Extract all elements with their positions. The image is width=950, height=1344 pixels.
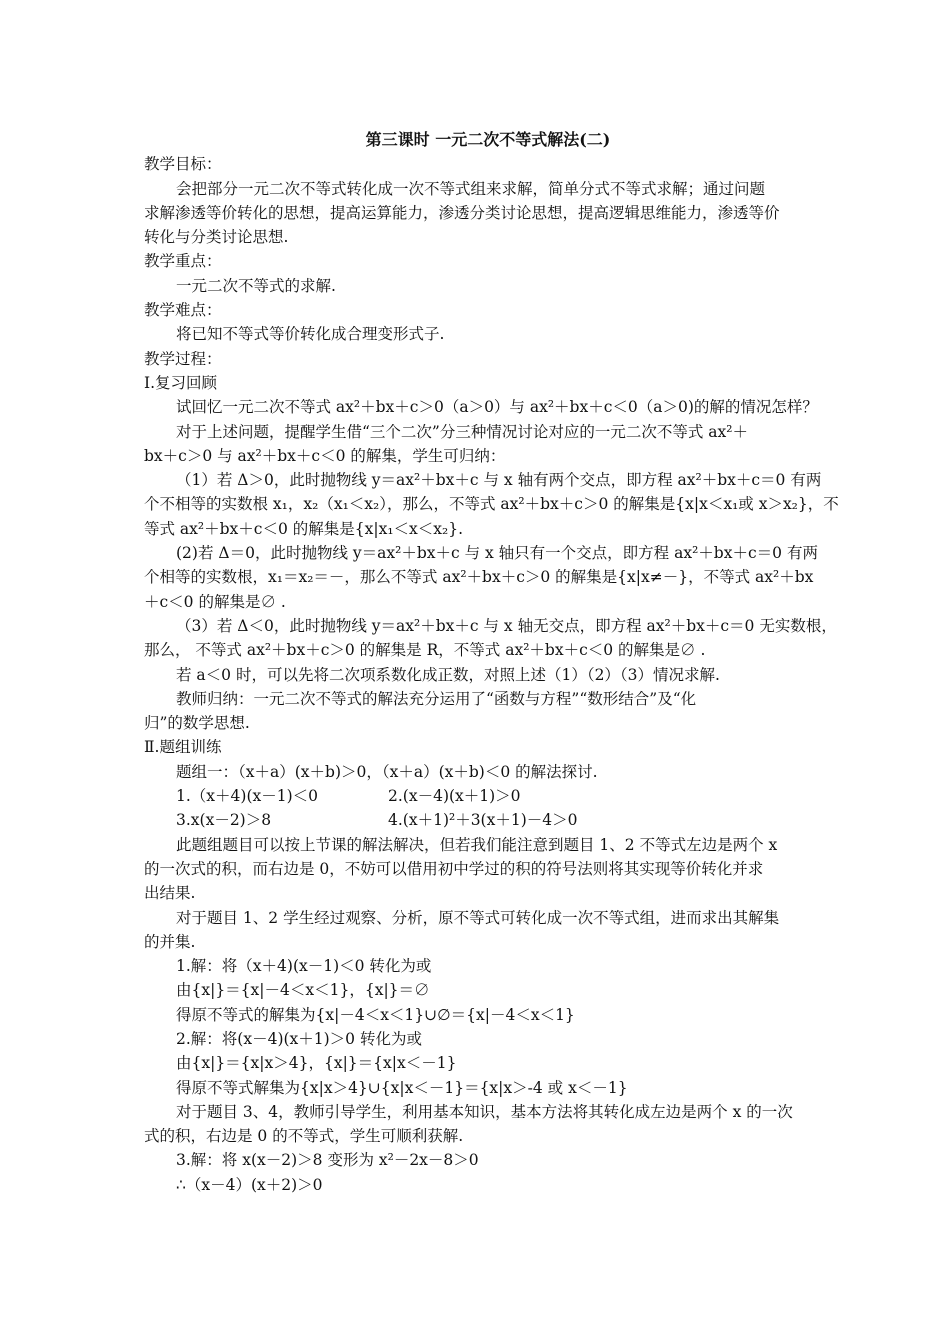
solution-line: 2.解：将(x－4)(x＋1)＞0 转化为或 bbox=[176, 1029, 422, 1048]
text-line: 的并集. bbox=[144, 932, 196, 951]
section-heading: Ⅰ.复习回顾 bbox=[144, 373, 218, 392]
section-heading: Ⅱ.题组训练 bbox=[144, 738, 222, 757]
exercise-item: 2.(x－4)(x＋1)＞0 bbox=[388, 787, 521, 806]
text-line: bx＋c＞0 与 ax²＋bx＋c＜0 的解集，学生可归纳： bbox=[144, 446, 506, 465]
solution-line: 得原不等式的解集为{x|－4＜x＜1}∪∅＝{x|－4＜x＜1} bbox=[176, 1005, 575, 1024]
text-line: 那么， 不等式 ax²＋bx＋c＞0 的解集是 R，不等式 ax²＋bx＋c＜0 的解集是∅ . bbox=[144, 641, 706, 660]
text-line: 对于题目 3、4，教师引导学生，利用基本知识，基本方法将其转化成左边是两个 x 的一次 bbox=[176, 1102, 793, 1121]
text-line: 一元二次不等式的求解. bbox=[176, 276, 336, 295]
text-line: 出结果. bbox=[144, 884, 196, 903]
text-line: 求解渗透等价转化的思想，提高运算能力，渗透分类讨论思想，提高逻辑思维能力，渗透等价 bbox=[144, 203, 780, 222]
section-heading: 教学过程： bbox=[144, 349, 222, 368]
text-line: 对于上述问题，提醒学生借“三个二次”分三种情况讨论对应的一元二次不等式 ax²＋ bbox=[176, 422, 748, 441]
exercise-row bbox=[144, 784, 814, 808]
text-line: 等式 ax²＋bx＋c＜0 的解集是{x|x₁＜x＜x₂}. bbox=[144, 519, 464, 538]
page-title: 第三课时 一元二次不等式解法(二) bbox=[365, 130, 611, 149]
text-line: 若 a＜0 时，可以先将二次项系数化成正数，对照上述（1）（2）（3）情况求解. bbox=[176, 665, 720, 684]
text-line: 转化与分类讨论思想. bbox=[144, 228, 289, 247]
text-line: (2)若 Δ＝0，此时抛物线 y＝ax²＋bx＋c 与 x 轴只有一个交点，即方程 ax²＋bx＋c＝0 有两 bbox=[176, 544, 818, 563]
text-line: 个相等的实数根，x₁＝x₂＝－，那么不等式 ax²＋bx＋c＞0 的解集是{x|x≠－}，不等式 ax²＋bx bbox=[144, 568, 814, 587]
text-line: 的一次式的积，而右边是 0，不妨可以借用初中学过的积的符号法则将其实现等价转化并求 bbox=[144, 859, 764, 878]
text-line: 式的积，右边是 0 的不等式，学生可顺利获解. bbox=[144, 1127, 464, 1146]
document-body bbox=[144, 128, 839, 1197]
solution-line: 由{x|}＝{x|x＞4}，{x|}＝{x|x＜－1} bbox=[176, 1054, 457, 1073]
text-line: 将已知不等式等价转化成合理变形式子. bbox=[176, 325, 445, 344]
text-line: 此题组题目可以按上节课的解法解决，但若我们能注意到题目 1、2 不等式左边是两个 x bbox=[176, 835, 778, 854]
solution-line: 1.解：将（x＋4)(x－1)＜0 转化为或 bbox=[176, 957, 432, 976]
text-line: 个不相等的实数根 x₁，x₂（x₁＜x₂），那么，不等式 ax²＋bx＋c＞0 的解集是{x|x＜x₁或 x＞x₂}，不 bbox=[144, 495, 839, 514]
text-line: 对于题目 1、2 学生经过观察、分析，原不等式可转化成一次不等式组，进而求出其解集 bbox=[176, 908, 780, 927]
section-heading: 教学目标： bbox=[144, 155, 222, 174]
section-heading: 教学重点： bbox=[144, 252, 222, 271]
solution-line: 由{x|}＝{x|－4＜x＜1}，{x|}＝∅ bbox=[176, 981, 430, 1000]
text-line: 试回忆一元二次不等式 ax²＋bx＋c＞0（a＞0）与 ax²＋bx＋c＜0（a＞0)的解的情况怎样？ bbox=[176, 398, 818, 417]
text-line: ＋c＜0 的解集是∅ . bbox=[144, 592, 286, 611]
solution-line: 得原不等式解集为{x|x＞4}∪{x|x＜－1}＝{x|x＞-4 或 x＜－1} bbox=[176, 1078, 628, 1097]
section-heading: 教学难点： bbox=[144, 301, 222, 320]
exercise-row bbox=[144, 808, 814, 832]
exercise-item: 3.x(x－2)＞8 bbox=[176, 811, 272, 830]
text-line: 归”的数学思想. bbox=[144, 714, 250, 733]
text-line: 教师归纳：一元二次不等式的解法充分运用了“函数与方程”“数形结合”及“化 bbox=[176, 689, 697, 708]
text-line: 会把部分一元二次不等式转化成一次不等式组来求解，简单分式不等式求解；通过问题 bbox=[176, 179, 766, 198]
text-line: 题组一：（x＋a）(x＋b)＞0，（x＋a）(x＋b)＜0 的解法探讨. bbox=[176, 762, 598, 781]
text-line: （3）若 Δ＜0，此时抛物线 y＝ax²＋bx＋c 与 x 轴无交点，即方程 ax²＋bx＋c＝0 无实数根， bbox=[176, 616, 837, 635]
exercise-item: 4.(x＋1)²＋3(x＋1)－4＞0 bbox=[388, 811, 578, 830]
solution-line: 3.解：将 x(x－2)＞8 变形为 x²－2x－8＞0 bbox=[176, 1151, 479, 1170]
text-line: （1）若 Δ＞0，此时抛物线 y＝ax²＋bx＋c 与 x 轴有两个交点，即方程 ax²＋bx＋c＝0 有两 bbox=[176, 471, 822, 490]
solution-line: ∴（x－4）(x＋2)＞0 bbox=[176, 1175, 323, 1194]
exercise-item: 1.（x＋4)(x－1)＜0 bbox=[176, 787, 318, 806]
